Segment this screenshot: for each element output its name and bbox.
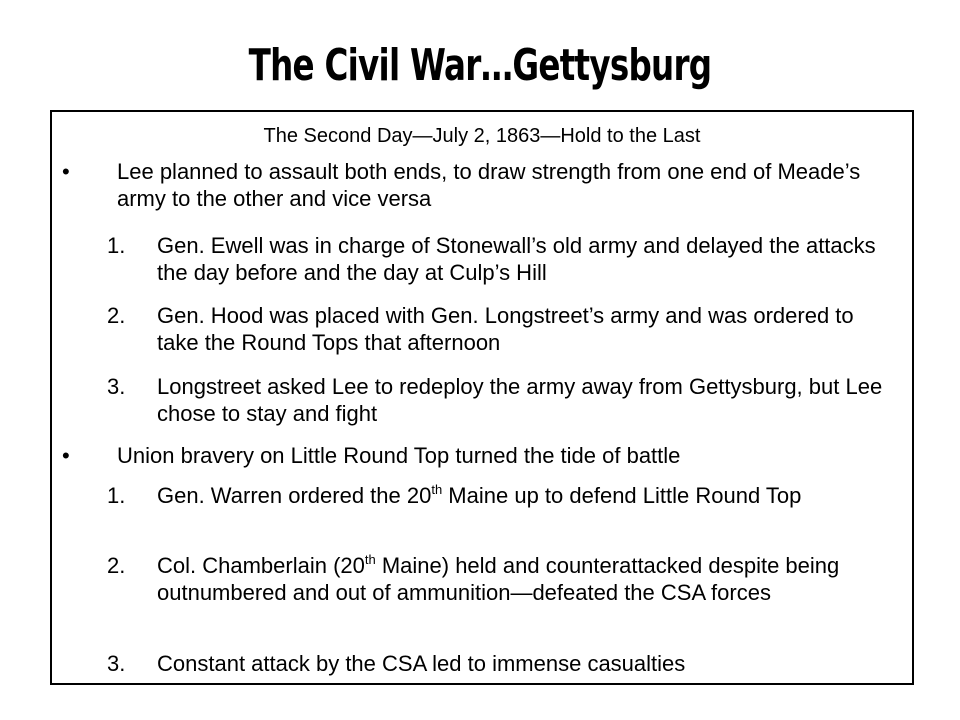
item-text: Gen. Ewell was in charge of Stonewall’s old army and delayed the attacks the day before and the day at Culp’s Hill xyxy=(157,233,876,285)
item-text: Constant attack by the CSA led to immense casualties xyxy=(157,651,686,676)
ordinal-suffix: th xyxy=(364,552,376,567)
bullet-text: Lee planned to assault both ends, to draw strength from one end of Meade’s army to the other and vice versa xyxy=(117,159,861,211)
item-text-part: Gen. Warren ordered the 20 xyxy=(157,483,432,508)
item-number: 1. xyxy=(107,483,126,508)
content-box xyxy=(50,110,914,685)
item-number: 2. xyxy=(107,553,126,578)
bullet-marker: • xyxy=(62,159,70,184)
item-text: Longstreet asked Lee to redeploy the army away from Gettysburg, but Lee chose to stay and fight xyxy=(157,374,883,426)
ordinal-suffix: th xyxy=(431,482,443,497)
item-number: 2. xyxy=(107,303,126,328)
item-number: 3. xyxy=(107,374,126,399)
item-number: 3. xyxy=(107,651,126,676)
slide-subtitle: The Second Day—July 2, 1863—Hold to the Last xyxy=(263,125,701,147)
item-text xyxy=(157,482,892,509)
item-text xyxy=(157,552,892,606)
item-text-part: Maine up to defend Little Round Top xyxy=(442,483,802,508)
item-text: Gen. Hood was placed with Gen. Longstreet’s army and was ordered to take the Round Tops that afternoon xyxy=(157,303,854,355)
slide-title: The Civil War…Gettysburg xyxy=(248,40,712,91)
item-text-part: Col. Chamberlain (20 xyxy=(157,553,365,578)
bullet-marker: • xyxy=(62,443,70,468)
item-number: 1. xyxy=(107,233,126,258)
item-text-part: Maine) held and counterattacked despite being outnumbered and out of ammunition—defeated the CSA forces xyxy=(157,553,840,605)
bullet-text: Union bravery on Little Round Top turned the tide of battle xyxy=(117,443,681,468)
